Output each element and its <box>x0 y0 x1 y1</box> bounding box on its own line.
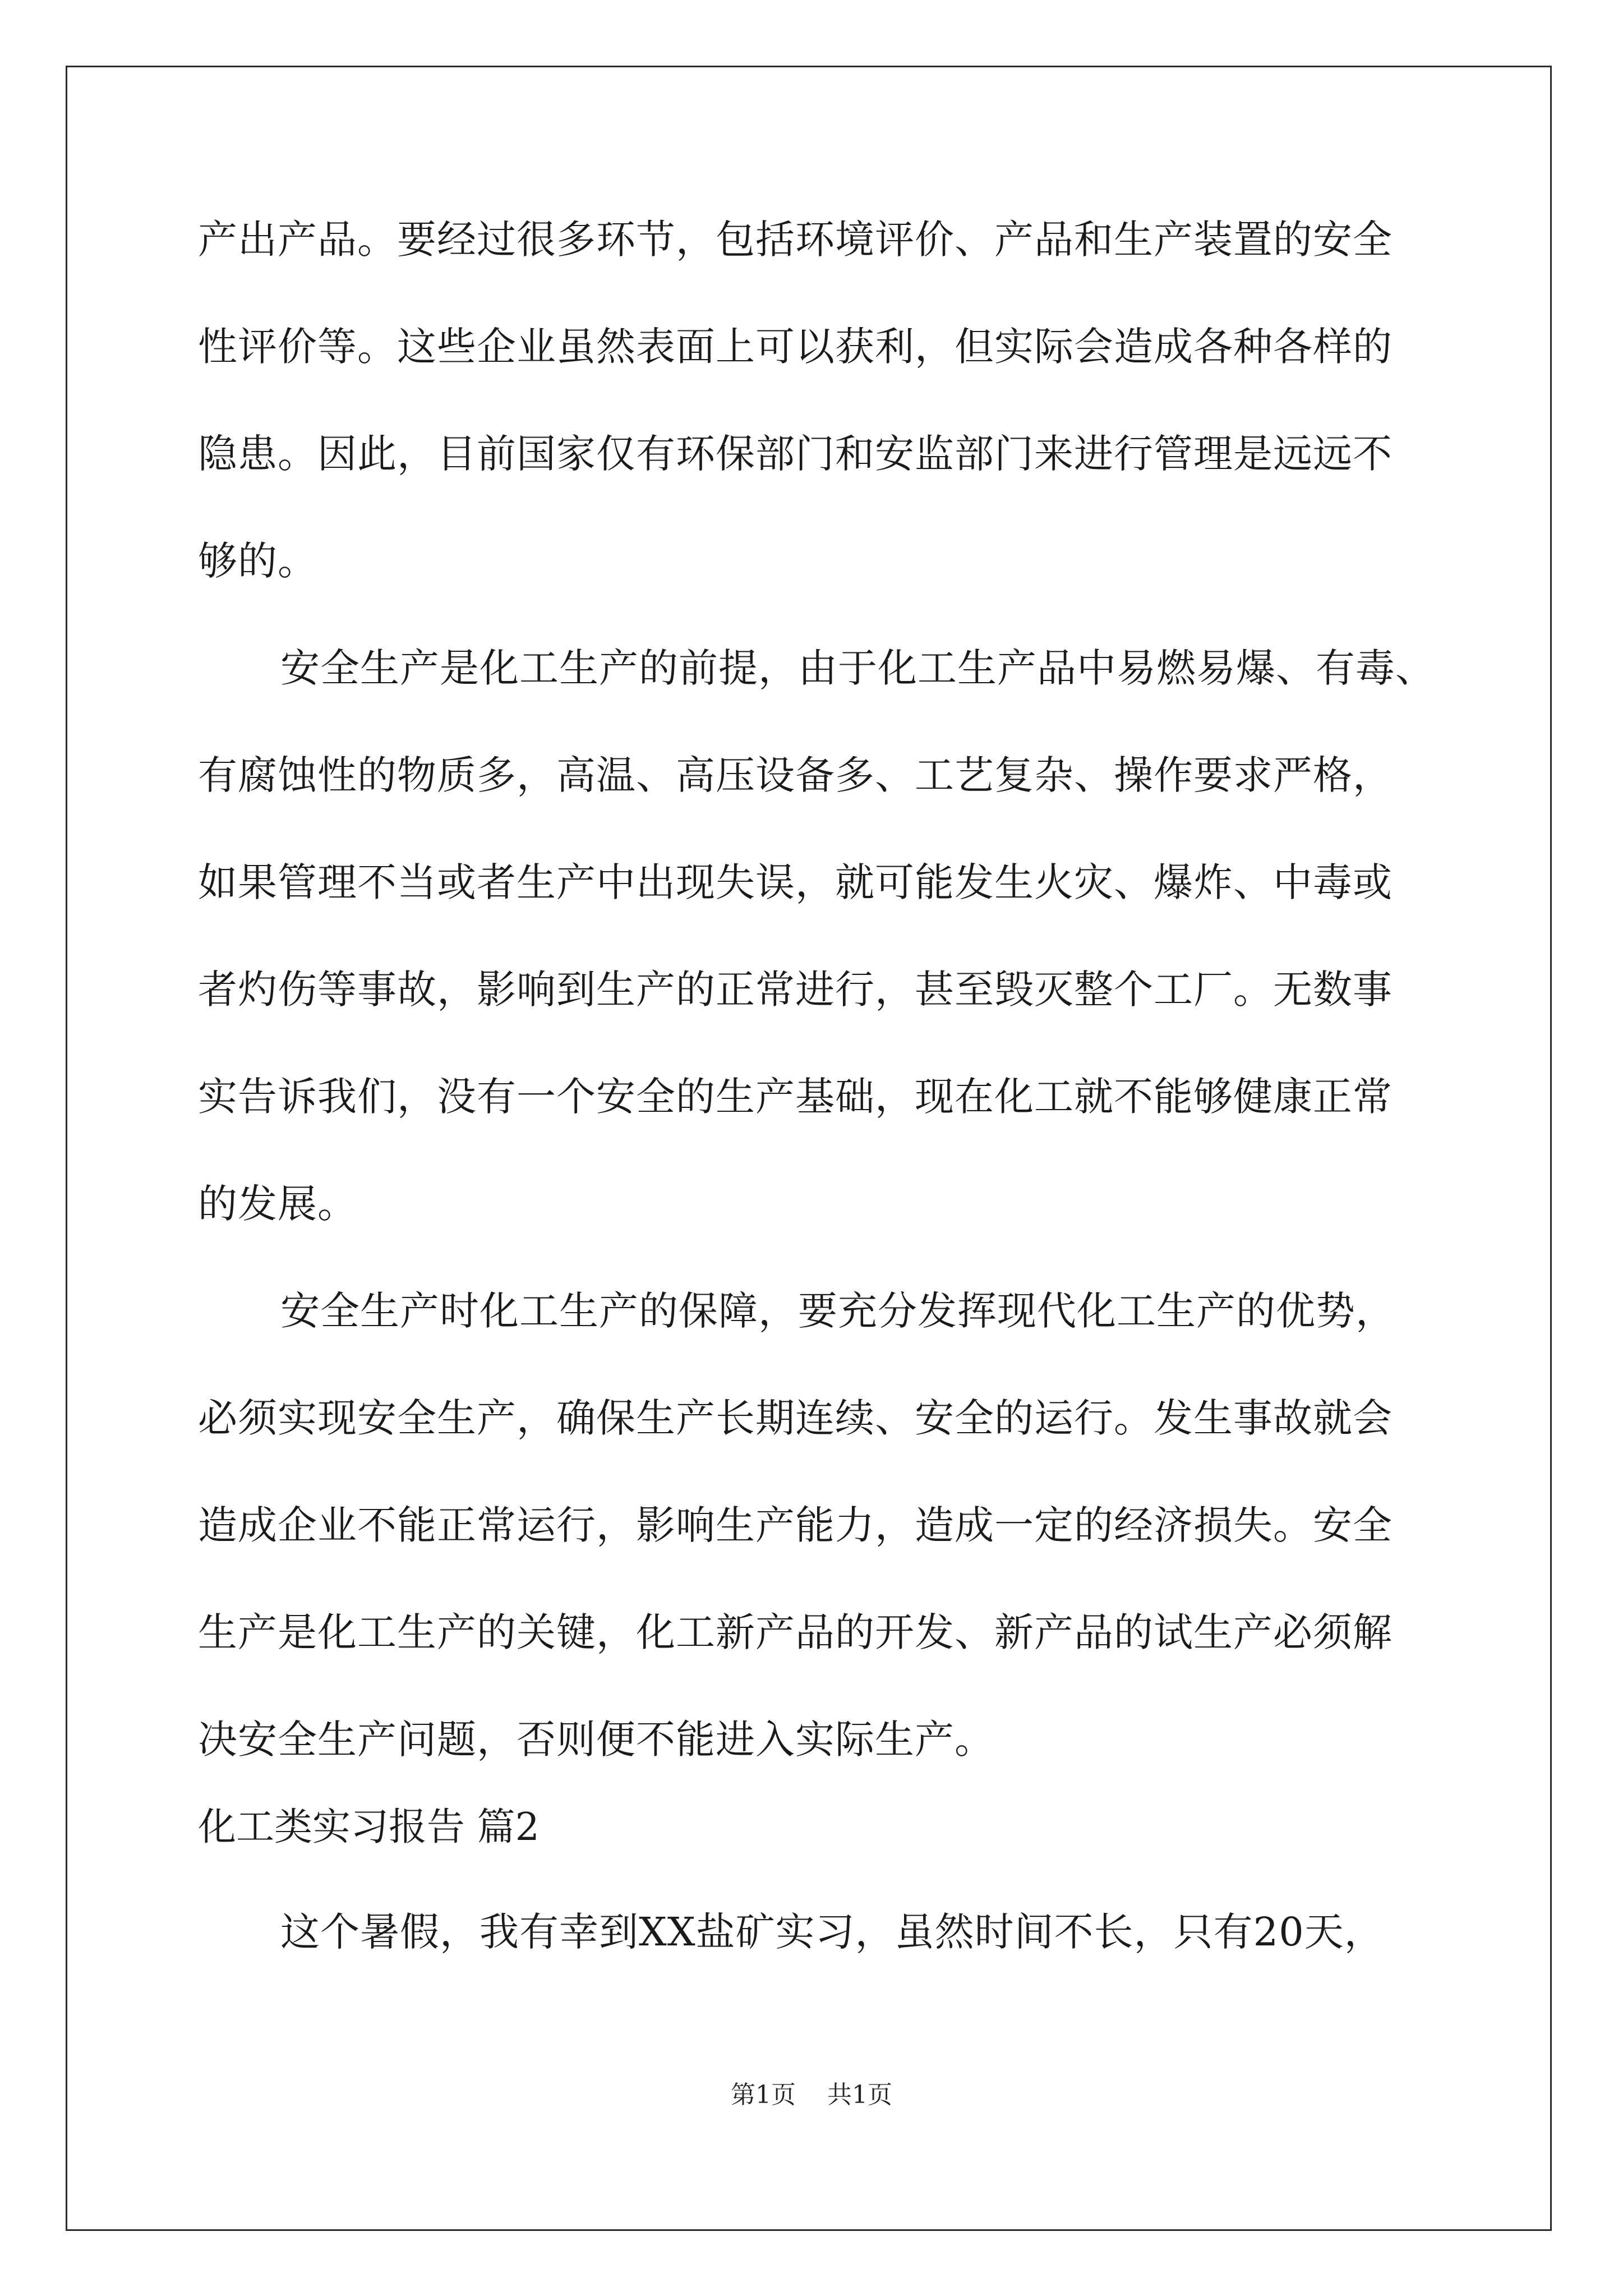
text-line: 决安全生产问题，否则便不能进入实际生产。 <box>198 1717 994 1763</box>
text-line: 安全生产时化工生产的保障，要充分发挥现代化工生产的优势， <box>280 1288 1395 1334</box>
text-line: 安全生产是化工生产的前提，由于化工生产品中易燃易爆、有毒、 <box>280 645 1435 691</box>
text-line: 者灼伤等事故，影响到生产的正常进行，甚至毁灭整个工厂。无数事 <box>198 967 1393 1013</box>
text-line: 如果管理不当或者生产中出现失误，就可能发生火灾、爆炸、中毒或 <box>198 859 1393 905</box>
text-line: 造成企业不能正常运行，影响生产能力，造成一定的经济损失。安全 <box>198 1502 1393 1548</box>
text-line: 有腐蚀性的物质多，高温、高压设备多、工艺复杂、操作要求严格， <box>198 752 1393 798</box>
text-line: 的发展。 <box>198 1181 357 1227</box>
document-body <box>198 213 1465 1959</box>
text-line: 实告诉我们，没有一个安全的生产基础，现在化工就不能够健康正常 <box>198 1074 1393 1120</box>
text-line: 必须实现安全生产，确保生产长期连续、安全的运行。发生事故就会 <box>198 1395 1393 1441</box>
text-line: 生产是化工生产的关键，化工新产品的开发、新产品的试生产必须解 <box>198 1609 1393 1655</box>
section-heading: 化工类实习报告 篇2 <box>198 1805 540 1849</box>
text-line: 性评价等。这些企业虽然表面上可以获利，但实际会造成各种各样的 <box>198 324 1393 370</box>
text-line: 这个暑假，我有幸到XX盐矿实习，虽然时间不长，只有20天， <box>280 1909 1384 1955</box>
text-line: 产出产品。要经过很多环节，包括环境评价、产品和生产装置的安全 <box>198 217 1393 263</box>
paragraph-1 <box>198 213 1465 642</box>
page-footer <box>0 2078 1623 2112</box>
paragraph-2 <box>198 642 1465 1285</box>
page-number-total: 共1页 <box>827 2081 892 2109</box>
page-number-current: 第1页 <box>731 2081 796 2109</box>
text-line: 隐患。因此，目前国家仅有环保部门和安监部门来进行管理是远远不 <box>198 431 1393 477</box>
text-line: 够的。 <box>198 538 317 584</box>
paragraph-3 <box>198 1285 1465 1800</box>
